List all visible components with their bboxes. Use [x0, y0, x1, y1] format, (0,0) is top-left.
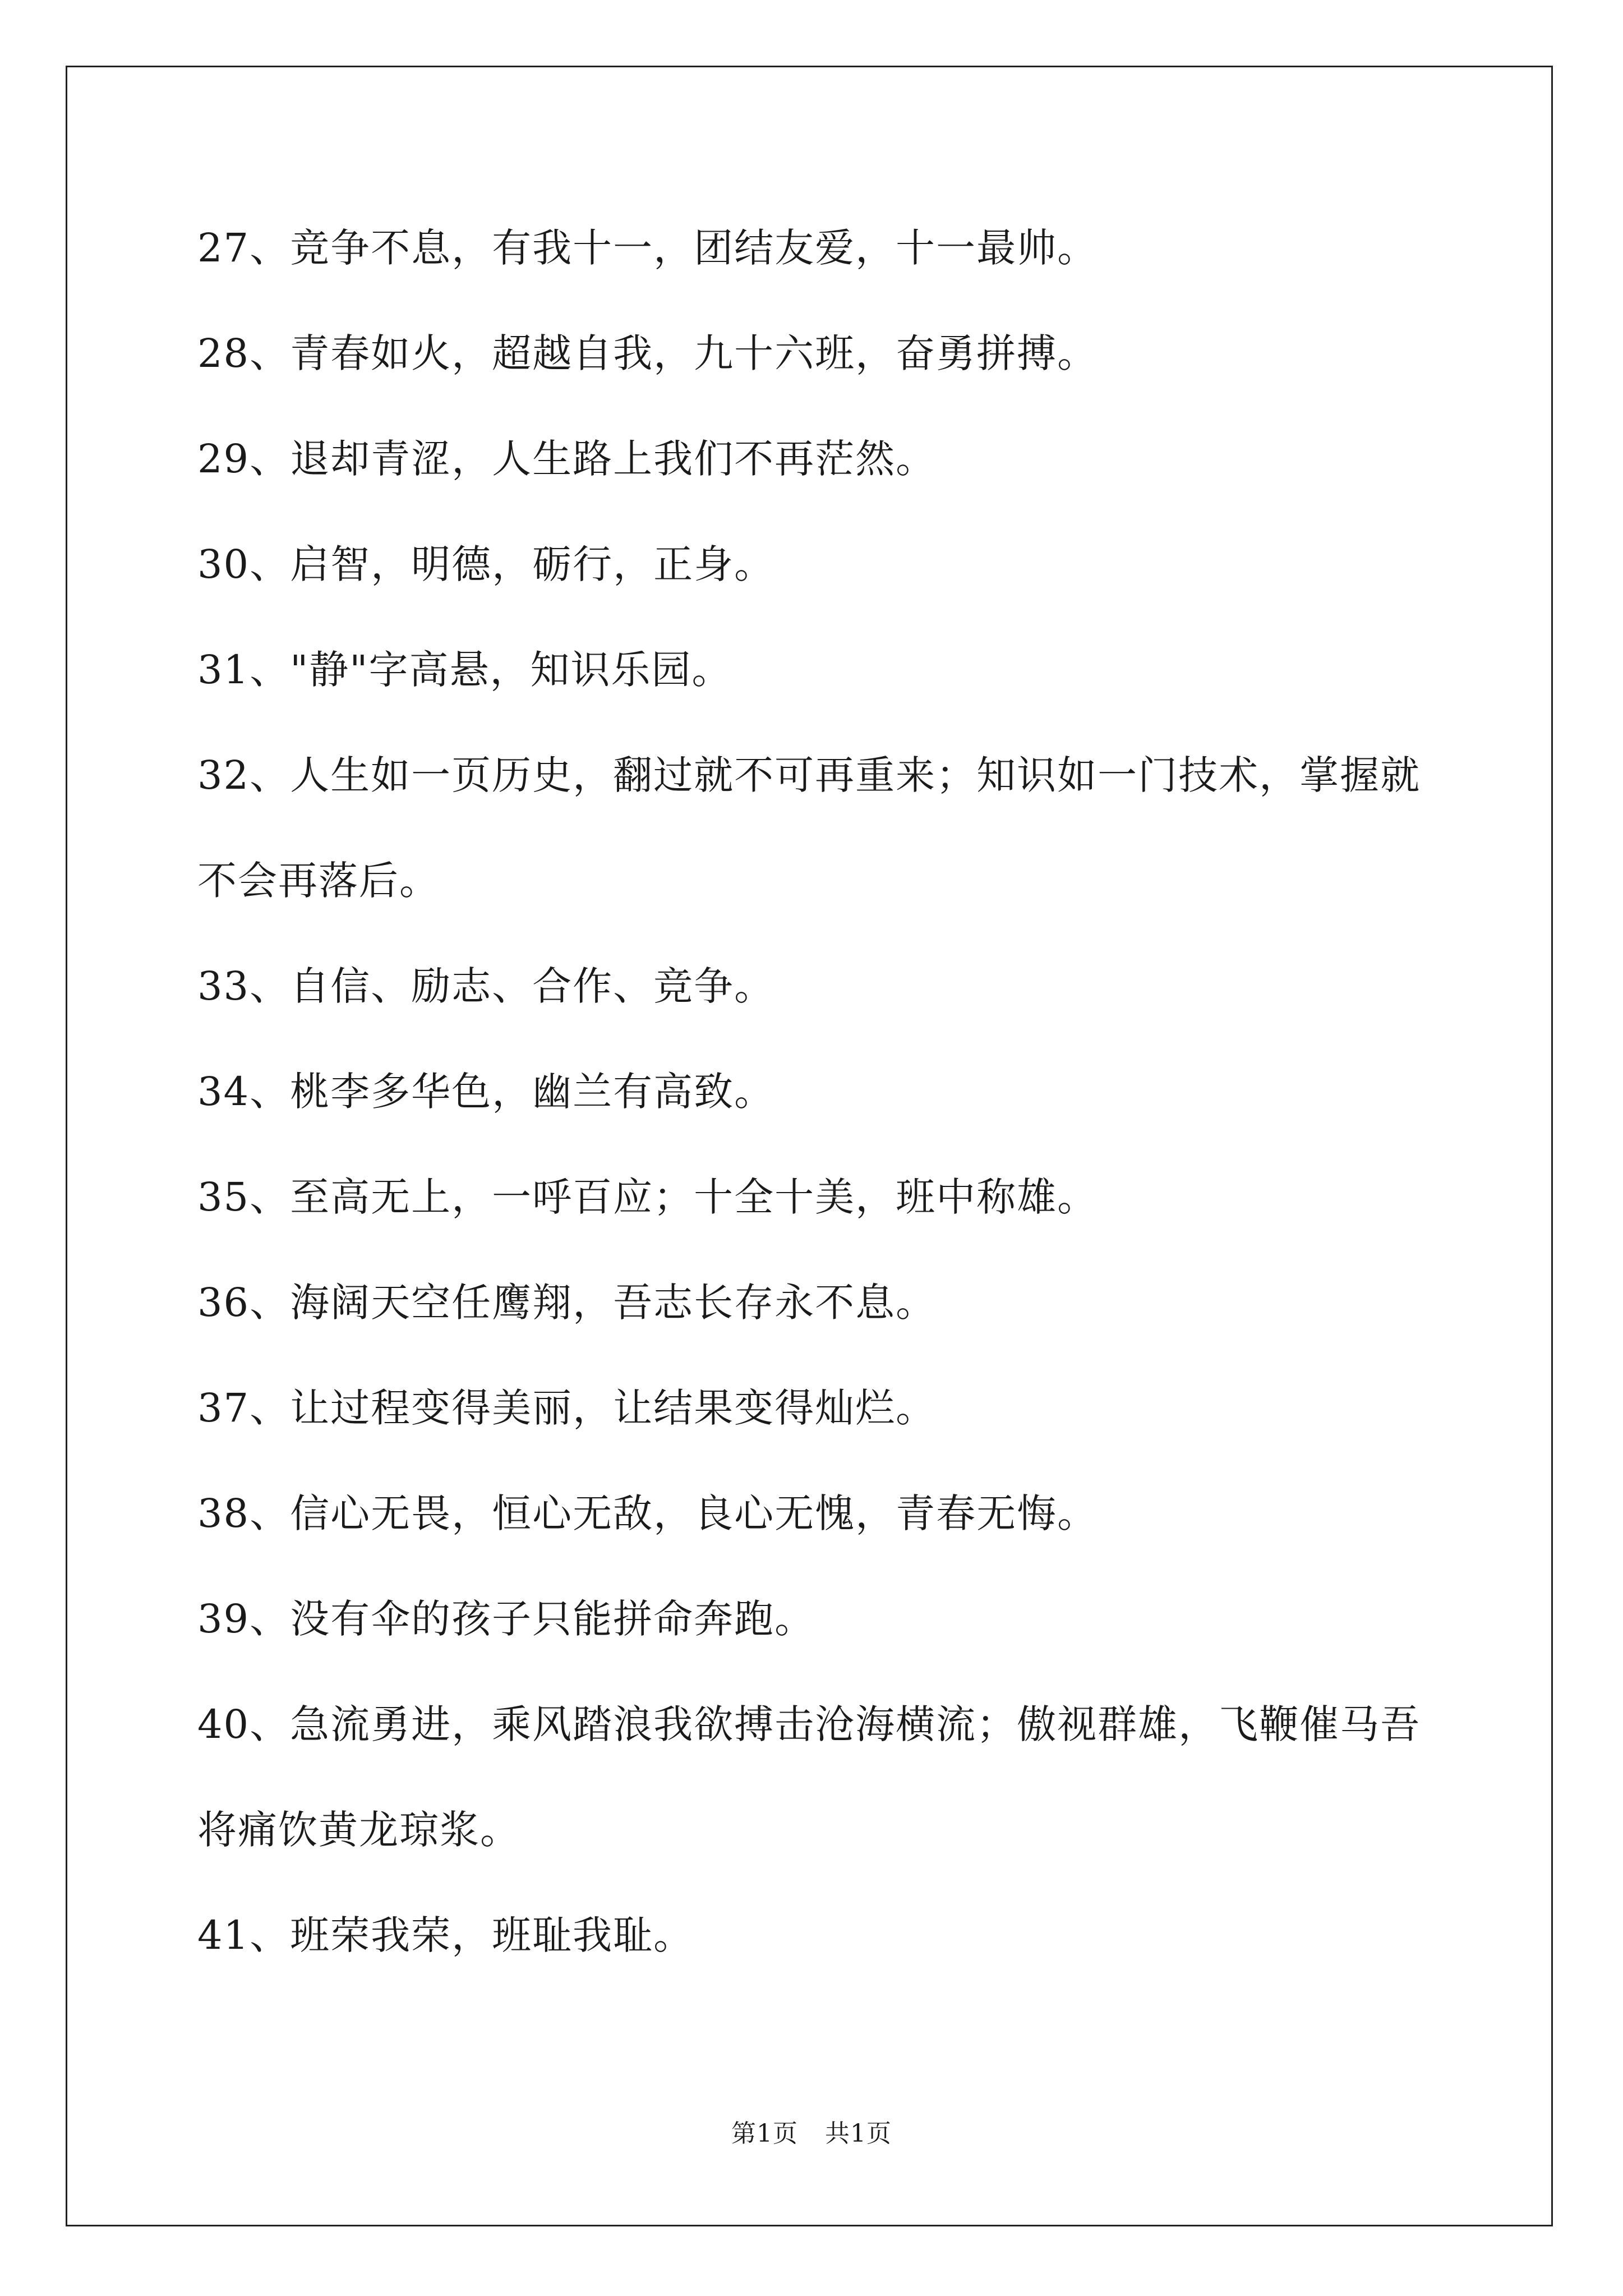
text-line-30: 30、启智，明德，砺行，正身。: [197, 541, 775, 587]
document-body: [197, 222, 1448, 1962]
total-pages: 共1页: [825, 2119, 892, 2148]
text-line-36: 36、海阔天空任鹰翔，吾志长存永不息。: [197, 1280, 937, 1326]
text-line-29: 29、退却青涩，人生路上我们不再茫然。: [197, 436, 937, 482]
text-line-35: 35、至高无上，一呼百应；十全十美，班中称雄。: [197, 1174, 1098, 1220]
text-line-38: 38、信心无畏，恒心无敌，良心无愧，青春无悔。: [197, 1490, 1098, 1536]
text-line-41: 41、班荣我荣，班耻我耻。: [197, 1912, 694, 1958]
text-line-40: 40、急流勇进，乘风踏浪我欲搏击沧海横流；傲视群雄，飞鞭催马吾: [197, 1701, 1421, 1747]
text-line-33: 33、自信、励志、合作、竞争。: [197, 963, 775, 1009]
text-line-28: 28、青春如火，超越自我，九十六班，奋勇拼搏。: [197, 330, 1098, 376]
page-number: 第1页: [731, 2119, 798, 2148]
text-line-34: 34、桃李多华色，幽兰有高致。: [197, 1069, 775, 1115]
text-line-31: 31、"静"字高悬，知识乐园。: [197, 647, 732, 693]
text-line-40-continued: 将痛饮黄龙琼浆。: [197, 1807, 520, 1853]
page-footer: [0, 2118, 1623, 2150]
text-line-32-continued: 不会再落后。: [197, 858, 440, 904]
text-line-37: 37、让过程变得美丽，让结果变得灿烂。: [197, 1385, 937, 1431]
text-line-39: 39、没有伞的孩子只能拼命奔跑。: [197, 1596, 815, 1642]
text-line-27: 27、竞争不息，有我十一，团结友爱，十一最帅。: [197, 225, 1098, 271]
text-line-32: 32、人生如一页历史，翻过就不可再重来；知识如一门技术，掌握就: [197, 752, 1421, 798]
